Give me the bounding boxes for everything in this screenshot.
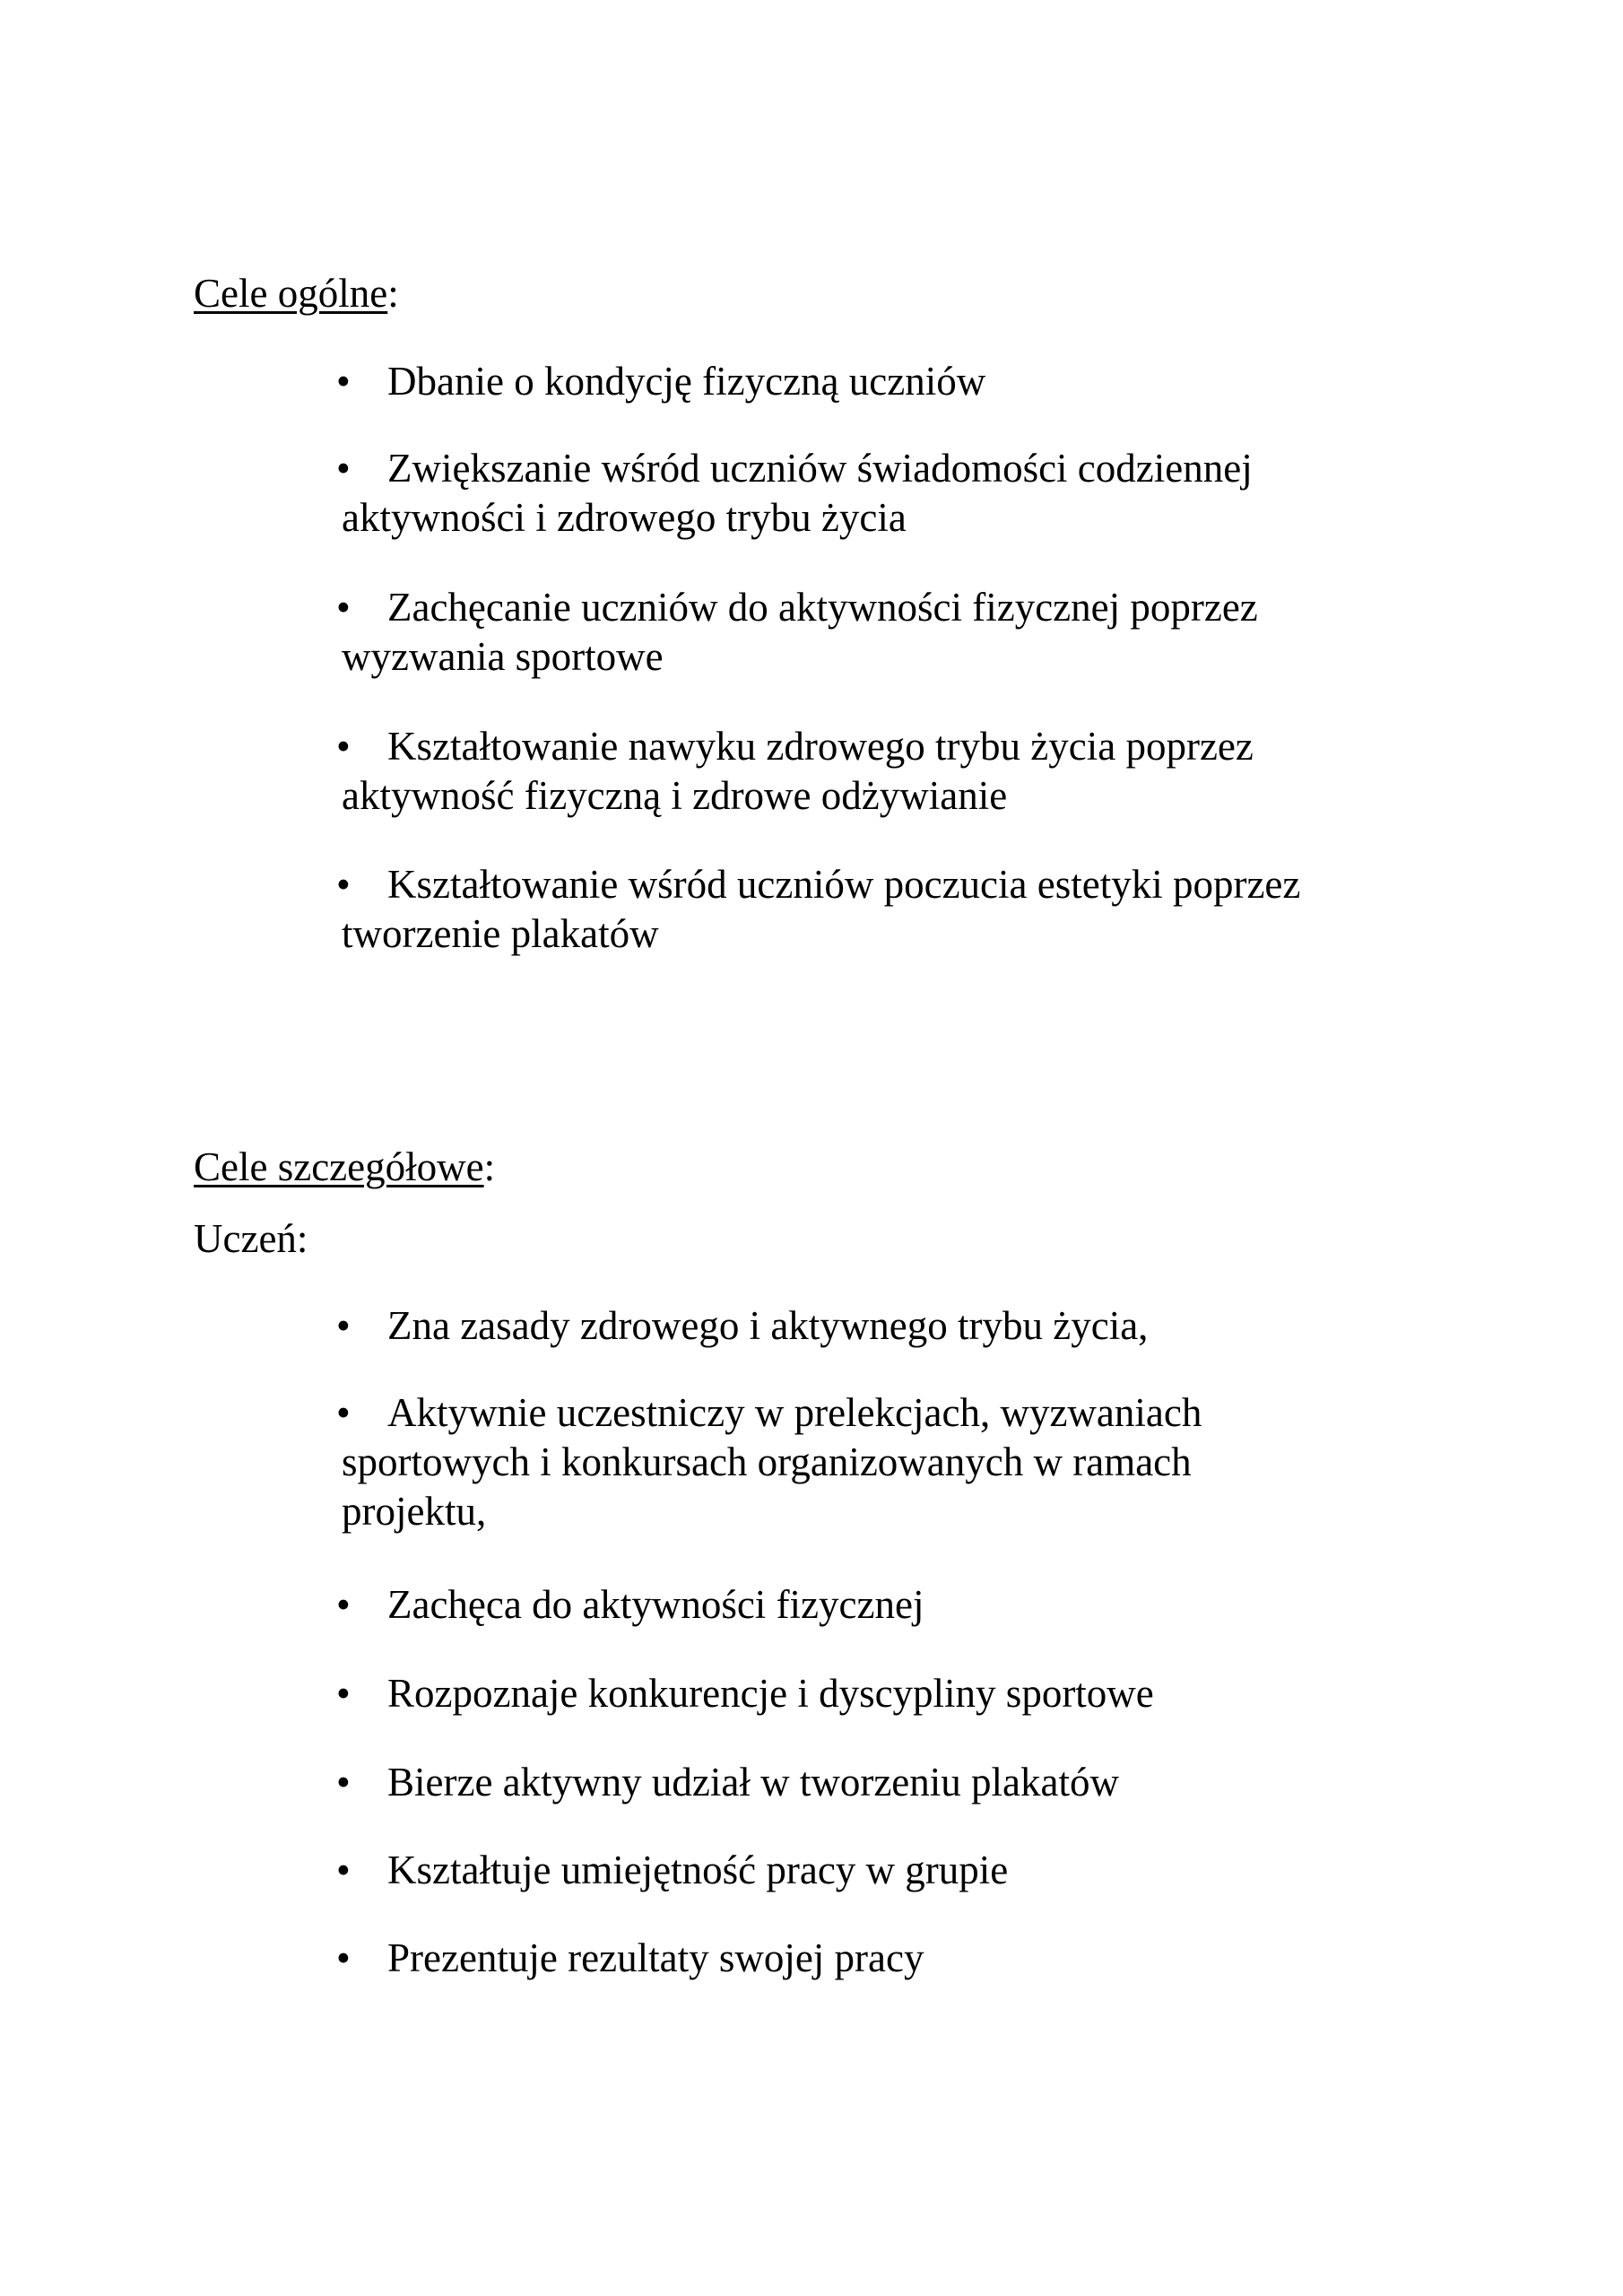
heading-text: Cele ogólne — [194, 271, 388, 316]
bullet-icon: • — [336, 1848, 351, 1892]
bullet-icon: • — [336, 1935, 351, 1980]
list-item-specific-2-cont: projektu, — [342, 1489, 487, 1534]
bullet-icon: • — [336, 1671, 351, 1716]
list-item-general-1: Dbanie o kondycję fizyczną uczniów — [387, 359, 986, 404]
bullet-icon: • — [336, 1390, 351, 1435]
bullet-icon: • — [336, 446, 351, 491]
list-item-specific-6: Kształtuje umiejętność pracy w grupie — [387, 1848, 1009, 1892]
subheading-uczen: Uczeń: — [194, 1216, 308, 1261]
heading-colon: : — [387, 271, 399, 316]
bullet-icon: • — [336, 1582, 351, 1627]
section-heading-specific — [194, 1143, 495, 1192]
list-item-general-4-cont: aktywność fizyczną i zdrowe odżywianie — [342, 773, 1008, 818]
list-item-specific-2-cont: sportowych i konkursach organizowanych w ramach — [342, 1439, 1192, 1484]
list-item-general-3-cont: wyzwania sportowe — [342, 634, 664, 679]
bullet-icon: • — [336, 724, 351, 769]
list-item-specific-2: Aktywnie uczestniczy w prelekcjach, wyzwaniach — [387, 1390, 1202, 1435]
bullet-icon: • — [336, 359, 351, 404]
section-heading-general — [194, 269, 399, 318]
heading-colon: : — [483, 1144, 496, 1189]
bullet-icon: • — [336, 1303, 351, 1348]
list-item-general-5-cont: tworzenie plakatów — [342, 911, 659, 956]
bullet-icon: • — [336, 862, 351, 907]
list-item-general-2: Zwiększanie wśród uczniów świadomości codziennej — [387, 446, 1253, 491]
list-item-general-3: Zachęcanie uczniów do aktywności fizycznej poprzez — [387, 585, 1258, 630]
heading-text: Cele szczegółowe — [194, 1144, 484, 1189]
list-item-specific-7: Prezentuje rezultaty swojej pracy — [387, 1935, 924, 1980]
list-item-general-5: Kształtowanie wśród uczniów poczucia estetyki poprzez — [387, 862, 1301, 907]
list-item-general-4: Kształtowanie nawyku zdrowego trybu życia poprzez — [387, 724, 1254, 769]
list-item-specific-1: Zna zasady zdrowego i aktywnego trybu życia, — [387, 1303, 1149, 1348]
list-item-specific-3: Zachęca do aktywności fizycznej — [387, 1582, 924, 1627]
list-item-general-2-cont: aktywności i zdrowego trybu życia — [342, 495, 907, 540]
list-item-specific-5: Bierze aktywny udział w tworzeniu plakatów — [387, 1760, 1119, 1805]
bullet-icon: • — [336, 1760, 351, 1805]
bullet-icon: • — [336, 585, 351, 630]
list-item-specific-4: Rozpoznaje konkurencje i dyscypliny sportowe — [387, 1671, 1154, 1716]
